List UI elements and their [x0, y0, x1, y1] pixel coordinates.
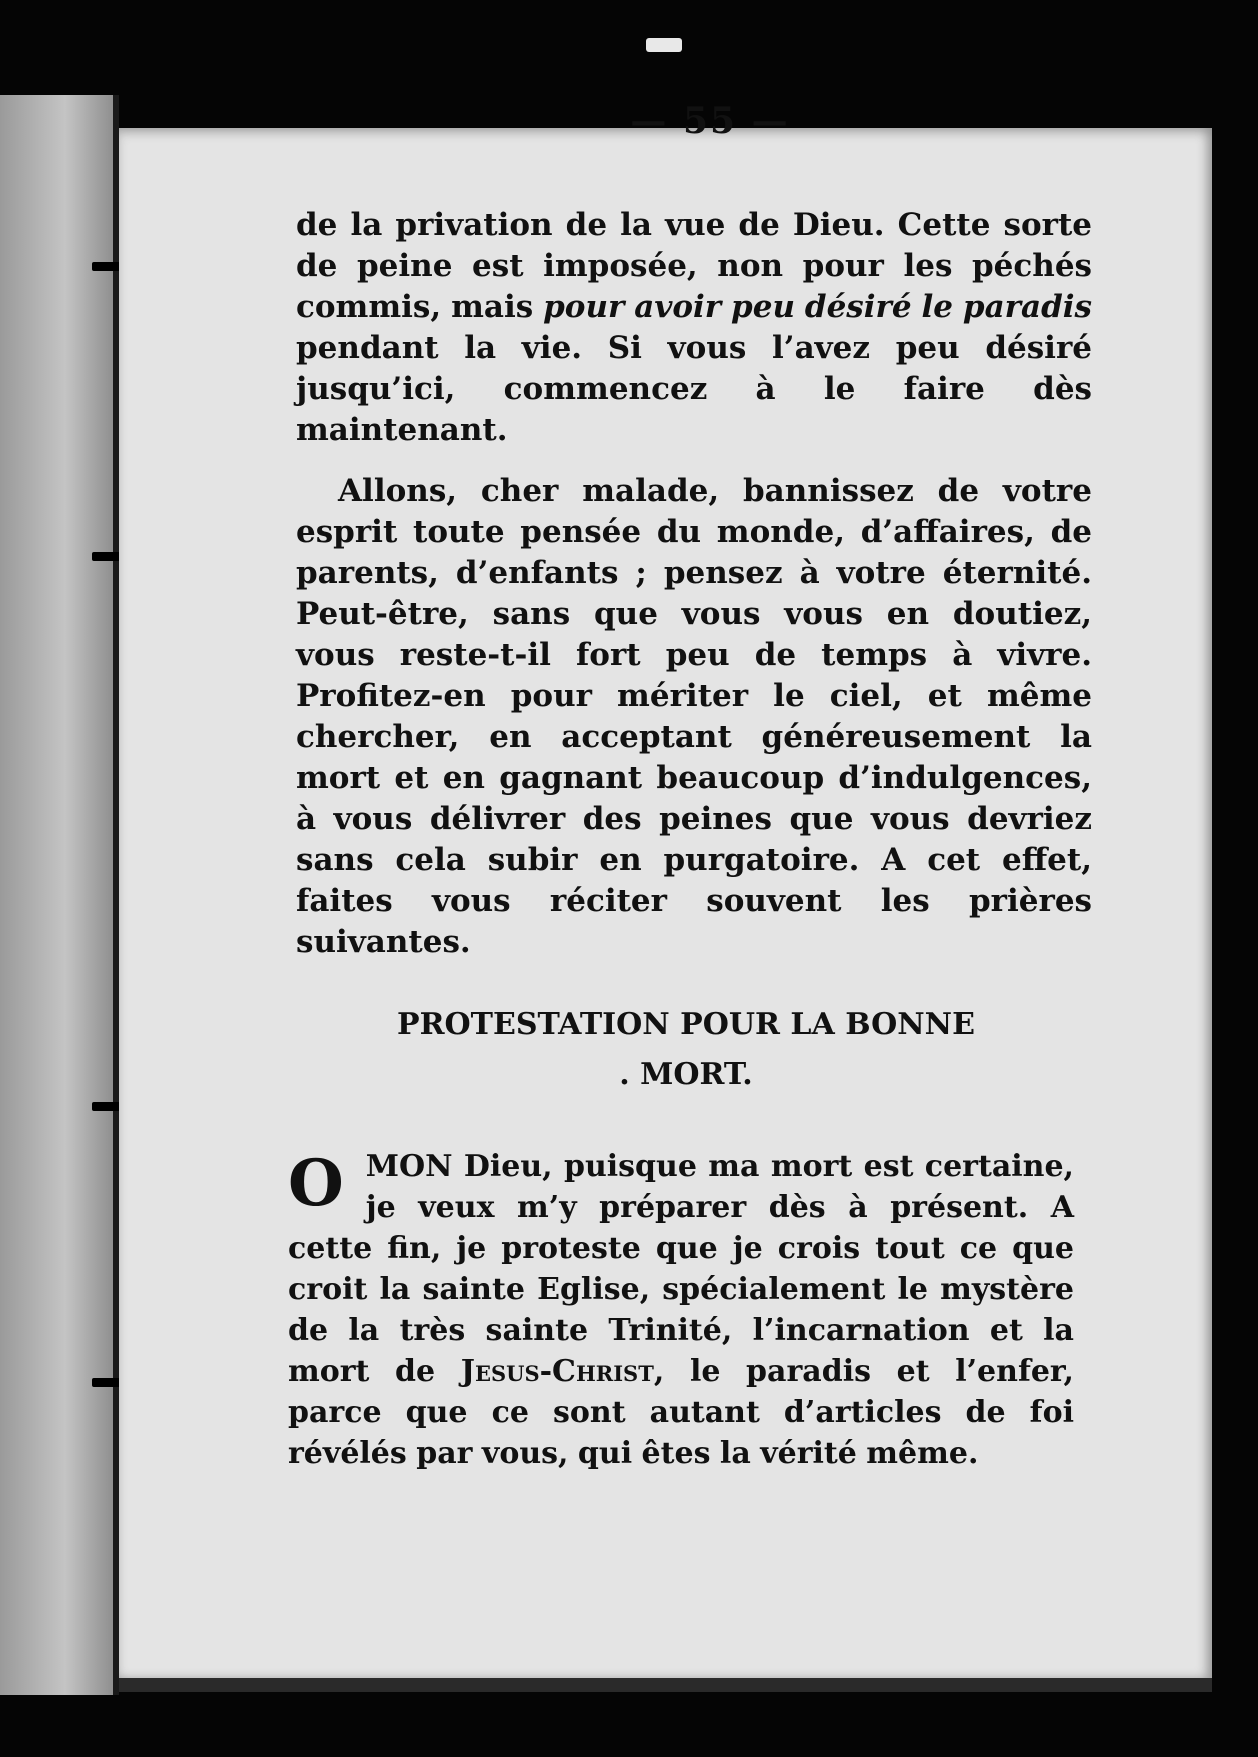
- text-run: MON Dieu, puisque ma mort est certaine, je veux m’y préparer dès à présent. A cette fin, je proteste que je crois tout ce que croit la sainte Eglise, spécialement le mystère de la très sainte Trinité, l’incarnation et la mort de: [288, 1149, 1074, 1389]
- paragraph: Allons, cher malade, bannissez de votre esprit toute pensée du monde, d’affaires, de parents, d’enfants ; pensez à votre éternité. Peut-être, sans que vous vous en doutiez, vous reste-t-il fort peu de temps à vivre. Profitez-en pour mériter le ciel, et même chercher, en acceptant généreusement la mort et en gagnant beaucoup d’indulgences, à vous délivrer des peines que vous devriez sans cela subir en purgatoire. A cet effet, faites vous réciter souvent les prières suivantes.: [296, 473, 1092, 960]
- binding-strip: [0, 95, 118, 1695]
- heading-line: . MORT.: [619, 1057, 753, 1092]
- page-number: — 55 —: [630, 100, 790, 142]
- prayer-text: [288, 1146, 1074, 1474]
- text-run: pendant la vie. Si vous l’avez peu désiré jusqu’ici, commencez à le faire dès maintenant.: [296, 330, 1092, 448]
- heading-line: PROTESTATION POUR LA BONNE: [397, 1007, 975, 1042]
- body-text: [296, 205, 1092, 963]
- drop-cap: O: [288, 1146, 344, 1221]
- italic-text: pour avoir peu désiré le paradis: [543, 289, 1092, 325]
- small-caps-text: Jesus-Christ: [460, 1354, 654, 1389]
- section-heading: [296, 1000, 1076, 1100]
- scan-mark: [646, 38, 682, 52]
- text-run: de la privation de la vue de Dieu. Cette sorte de peine est imposée, non pour les péchés commis, mais: [296, 207, 1092, 325]
- text-run: , le paradis et l’enfer, parce que ce sont autant d’articles de foi révélés par vous, qui êtes la vérité même.: [288, 1354, 1075, 1471]
- page-bottom-edge: [119, 1678, 1212, 1692]
- paragraph: [296, 205, 1092, 451]
